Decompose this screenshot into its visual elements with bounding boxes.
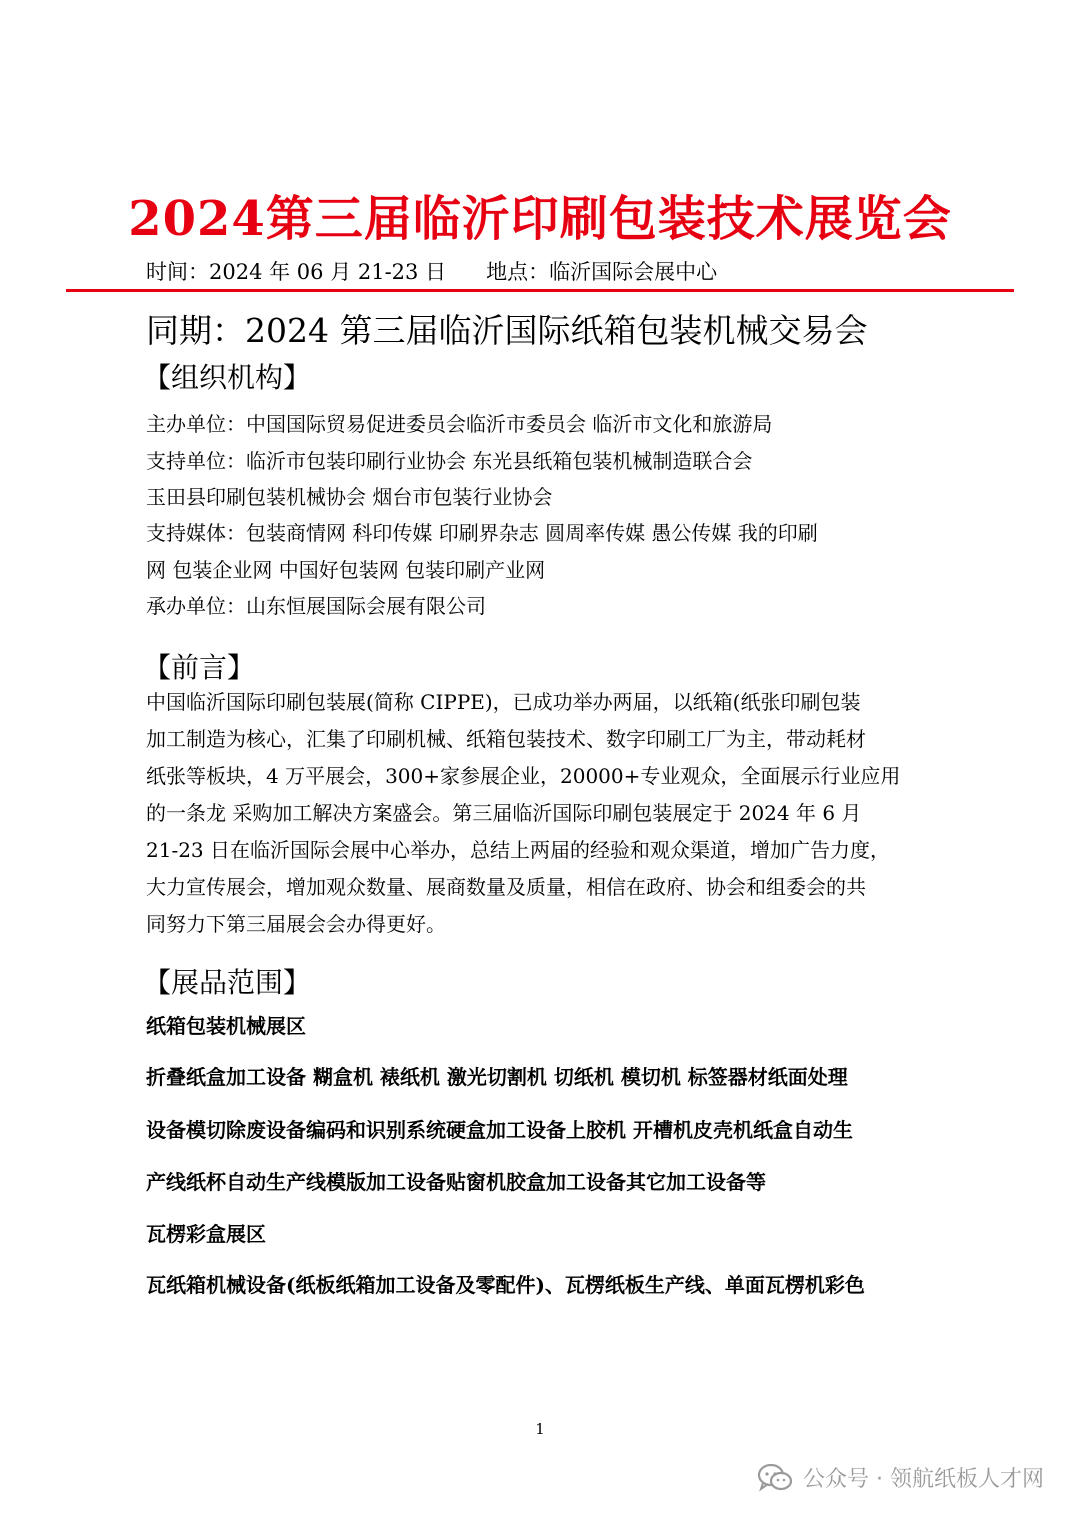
time-location-line bbox=[146, 256, 717, 286]
page-number: 1 bbox=[535, 1420, 545, 1438]
preface-line: 纸张等板块，4 万平展会，300+家参展企业，20000+专业观众，全面展示行业应用 bbox=[146, 764, 901, 788]
preface-line: 加工制造为核心，汇集了印刷机械、纸箱包装技术、数字印刷工厂为主，带动耗材 bbox=[146, 727, 866, 751]
time-label: 时间：2024 年 06 月 21-23 日 bbox=[146, 260, 447, 284]
wechat-icon bbox=[757, 1463, 793, 1493]
corrugated-zone-title: 瓦楞彩盒展区 bbox=[146, 1222, 266, 1246]
carton-zone-line: 折叠纸盒加工设备 糊盒机 裱纸机 激光切割机 切纸机 模切机 标签器材纸面处理 bbox=[146, 1065, 848, 1089]
org-line: 承办单位：山东恒展国际会展有限公司 bbox=[146, 594, 486, 618]
carton-zone-title: 纸箱包装机械展区 bbox=[146, 1014, 306, 1038]
preface-line: 同努力下第三届展会会办得更好。 bbox=[146, 912, 446, 936]
exhibits-heading: 【展品范围】 bbox=[143, 966, 312, 999]
org-line: 支持单位：临沂市包装印刷行业协会 东光县纸箱包装机械制造联合会 bbox=[146, 449, 753, 473]
red-divider bbox=[66, 289, 1014, 292]
preface-line: 21-23 日在临沂国际会展中心举办，总结上两届的经验和观众渠道，增加广告力度， bbox=[146, 838, 891, 862]
org-line: 支持媒体：包装商情网 科印传媒 印刷界杂志 圆周率传媒 愚公传媒 我的印刷 bbox=[146, 521, 818, 545]
org-line: 网 包装企业网 中国好包装网 包装印刷产业网 bbox=[146, 558, 546, 582]
preface-line: 大力宣传展会，增加观众数量、展商数量及质量，相信在政府、协会和组委会的共 bbox=[146, 875, 866, 899]
carton-zone-line: 产线纸杯自动生产线模版加工设备贴窗机胶盒加工设备其它加工设备等 bbox=[146, 1170, 766, 1194]
watermark-text: 公众号 · 领航纸板人才网 bbox=[803, 1467, 1044, 1492]
corrugated-zone-line: 瓦纸箱机械设备(纸板纸箱加工设备及零配件)、瓦楞纸板生产线、单面瓦楞机彩色 bbox=[146, 1273, 865, 1297]
org-heading: 【组织机构】 bbox=[143, 361, 312, 394]
concurrent-event: 同期：2024 第三届临沂国际纸箱包装机械交易会 bbox=[146, 311, 868, 350]
org-line: 主办单位：中国国际贸易促进委员会临沂市委员会 临沂市文化和旅游局 bbox=[146, 412, 773, 436]
document-title: 2024第三届临沂印刷包装技术展览会 bbox=[128, 191, 952, 247]
preface-line: 的一条龙 采购加工解决方案盛会。第三届临沂国际印刷包装展定于 2024 年 6 月 bbox=[146, 801, 862, 825]
carton-zone-line: 设备模切除废设备编码和识别系统硬盒加工设备上胶机 开槽机皮壳机纸盒自动生 bbox=[146, 1118, 853, 1142]
watermark bbox=[757, 1462, 1044, 1493]
org-line: 玉田县印刷包装机械协会 烟台市包装行业协会 bbox=[146, 485, 553, 509]
preface-line: 中国临沂国际印刷包装展(简称 CIPPE)，已成功举办两届，以纸箱(纸张印刷包装 bbox=[146, 690, 861, 714]
preface-heading: 【前言】 bbox=[143, 651, 256, 684]
location-label: 地点：临沂国际会展中心 bbox=[486, 260, 718, 284]
